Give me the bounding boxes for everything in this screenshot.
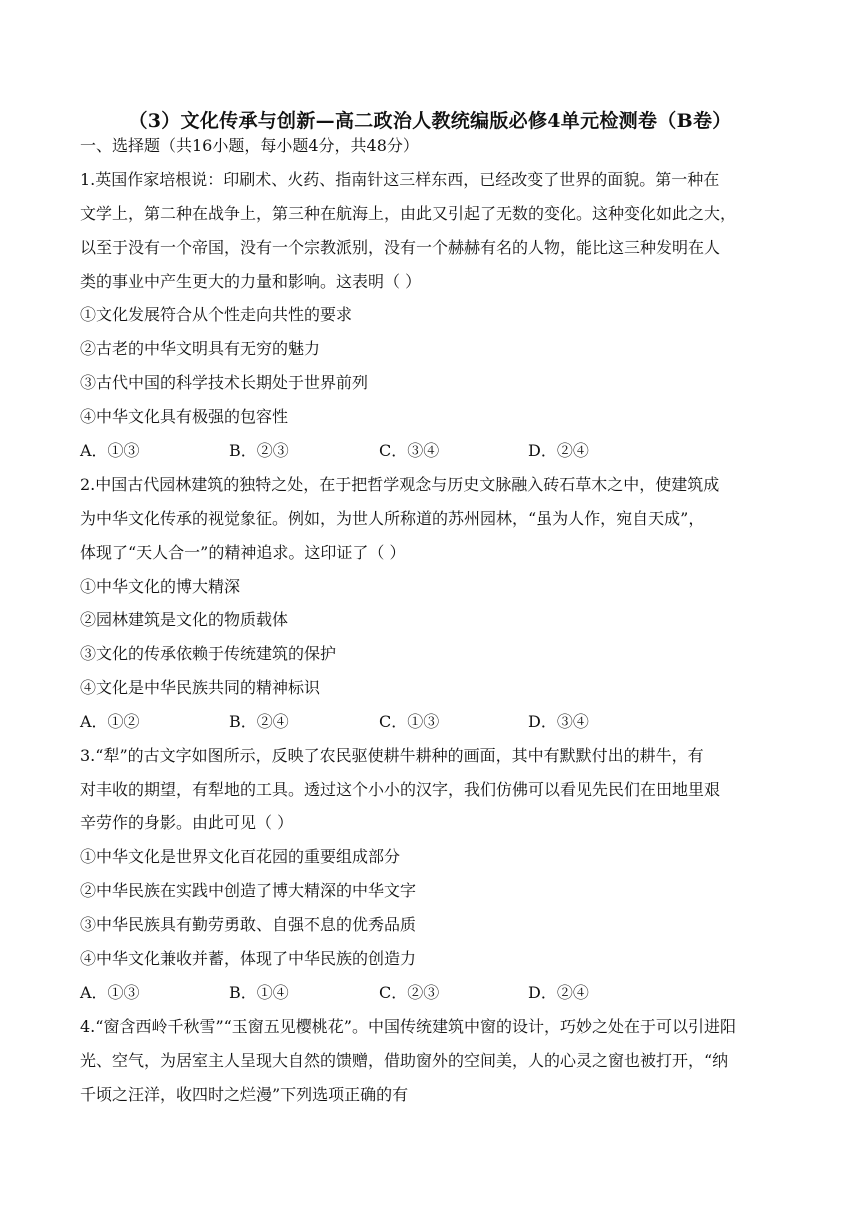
q2-item: ③文化的传承依赖于传统建筑的保护: [80, 644, 337, 663]
q2-option-c: C．①③: [379, 712, 440, 731]
q2-item: ④文化是中华民族共同的精神标识: [80, 678, 321, 697]
section-heading: 一、选择题（共16小题，每小题4分，共48分）: [80, 136, 419, 155]
q2-option-d: D．③④: [528, 712, 589, 731]
q1-option-c: C．③④: [379, 441, 440, 460]
q3-item: ①中华文化是世界文化百花园的重要组成部分: [80, 847, 401, 866]
q4-stem-line: 光、空气，为居室主人呈现大自然的馈赠，借助窗外的空间美，人的心灵之窗也被打开，“纳: [80, 1051, 729, 1070]
q4-stem-line: 千顷之汪洋，收四时之烂漫”下列选项正确的有: [80, 1085, 409, 1104]
q1-option-b: B．②③: [229, 441, 289, 460]
q2-item: ②园林建筑是文化的物质载体: [80, 610, 289, 629]
q2-option-b: B．②④: [229, 712, 289, 731]
q1-stem-line: 以至于没有一个帝国，没有一个宗教派别，没有一个赫赫有名的人物，能比这三种发明在人: [80, 238, 721, 257]
q3-stem-line: 辛劳作的身影。由此可见（ ）: [80, 813, 294, 832]
q1-item: ①文化发展符合从个性走向共性的要求: [80, 305, 353, 324]
q3-option-a: A．①③: [80, 983, 140, 1002]
q2-item: ①中华文化的博大精深: [80, 577, 241, 596]
q1-item: ③古代中国的科学技术长期处于世界前列: [80, 373, 369, 392]
q2-stem-line: 为中华文化传承的视觉象征。例如，为世人所称道的苏州园林，“虽为人作，宛自天成”，: [80, 509, 705, 528]
q1-stem-line: 1.英国作家培根说：印刷术、火药、指南针这三样东西，已经改变了世界的面貌。第一种在: [80, 170, 720, 189]
q3-stem-line: 对丰收的期望，有犁地的工具。透过这个小小的汉字，我们仿佛可以看见先民们在田地里艰: [80, 780, 721, 799]
q3-item: ④中华文化兼收并蓄，体现了中华民族的创造力: [80, 949, 417, 968]
q3-item: ②中华民族在实践中创造了博大精深的中华文字: [80, 881, 417, 900]
q1-option-a: A．①③: [80, 441, 140, 460]
q1-item: ②古老的中华文明具有无穷的魅力: [80, 339, 321, 358]
q2-option-a: A．①②: [80, 712, 140, 731]
q3-option-b: B．①④: [229, 983, 289, 1002]
q1-stem-line: 类的事业中产生更大的力量和影响。这表明（ ）: [80, 272, 422, 291]
q1-item: ④中华文化具有极强的包容性: [80, 407, 289, 426]
q3-item: ③中华民族具有勤劳勇敢、自强不息的优秀品质: [80, 915, 417, 934]
q3-option-c: C．②③: [379, 983, 440, 1002]
q3-stem-line: 3.“犁”的古文字如图所示，反映了农民驱使耕牛耕种的画面，其中有默默付出的耕牛，有: [80, 746, 704, 765]
q1-option-d: D．②④: [528, 441, 589, 460]
q2-stem-line: 体现了“天人合一”的精神追求。这印证了（ ）: [80, 543, 406, 562]
q2-stem-line: 2.中国古代园林建筑的独特之处，在于把哲学观念与历史文脉融入砖石草木之中，使建筑成: [80, 475, 720, 494]
q3-option-d: D．②④: [528, 983, 589, 1002]
document-title: （3）文化传承与创新—高二政治人教统编版必修4单元检测卷（B卷）: [128, 110, 732, 132]
q4-stem-line: 4.“窗含西岭千秋雪”“玉窗五见樱桃花”。中国传统建筑中窗的设计，巧妙之处在于可以引进阳: [80, 1017, 736, 1036]
q1-stem-line: 文学上，第二种在战争上，第三种在航海上，由此又引起了无数的变化。这种变化如此之大，: [80, 204, 737, 223]
